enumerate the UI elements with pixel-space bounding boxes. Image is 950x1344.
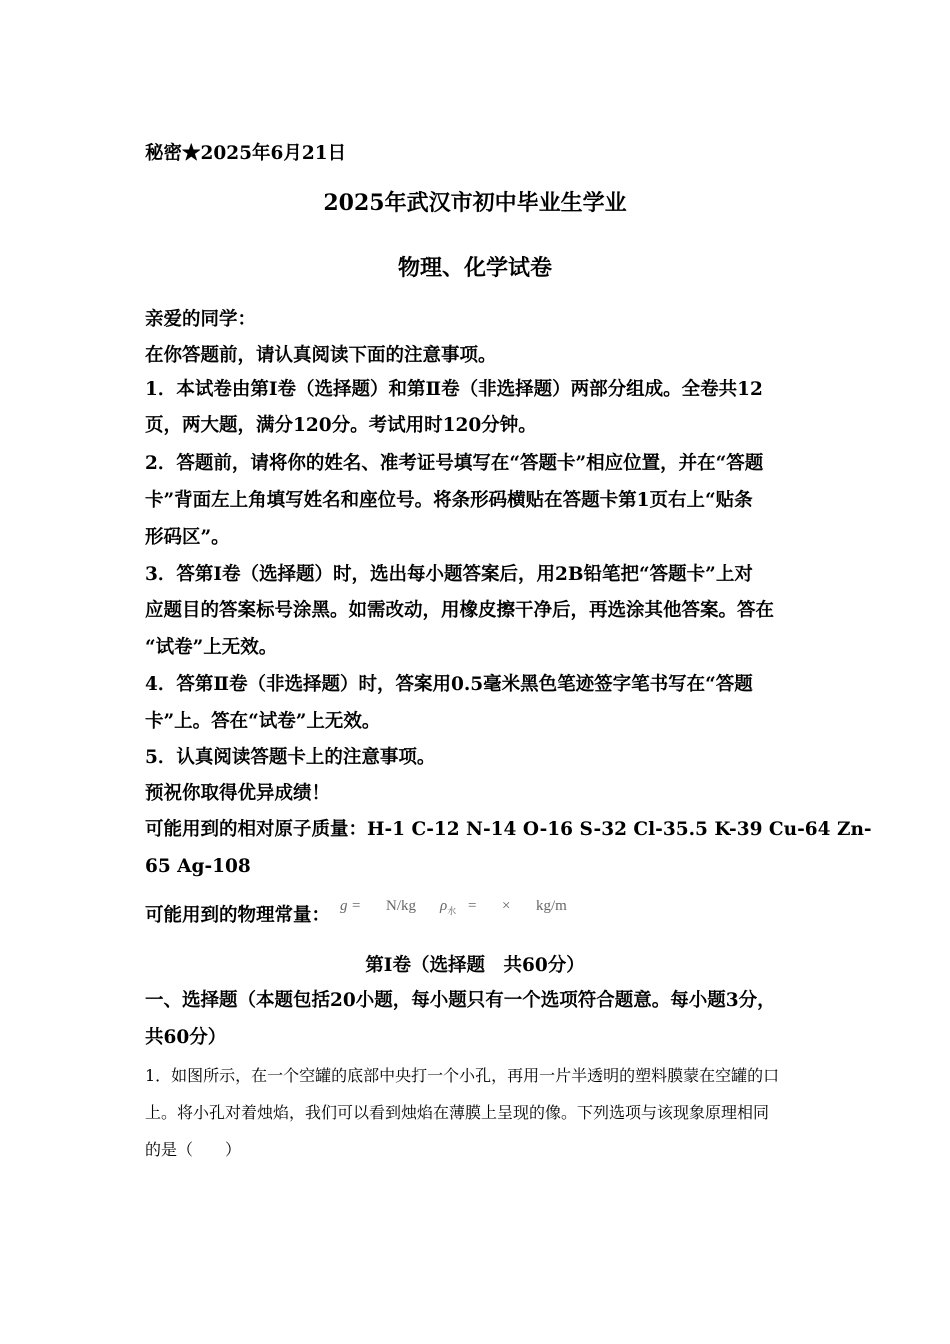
notice-intro: 在你答题前，请认真阅读下面的注意事项。 <box>145 345 497 366</box>
const-g-symbol: g <box>340 898 348 914</box>
const-rho-symbol: $\rho_水$ <box>440 898 457 916</box>
section-heading: 第Ⅰ卷（选择题 共60分） <box>365 955 585 976</box>
notice-item-2-cont: 卡”背面左上角填写姓名和座位号。将条形码横贴在答题卡第1页右上“贴条 <box>145 490 753 511</box>
const-times: × <box>502 898 511 914</box>
exam-subtitle: 物理、化学试卷 <box>397 255 552 281</box>
atomic-masses-cont: 65 Ag-108 <box>145 856 251 877</box>
const-g-unit: N/kg <box>386 898 416 914</box>
question-1-text-cont2: 的是（ ） <box>145 1140 242 1159</box>
notice-item-3-cont: 应题目的答案标号涂黑。如需改动，用橡皮擦干净后，再选涂其他答案。答在 <box>145 600 775 621</box>
question-1-text: 1．如图所示，在一个空罐的底部中央打一个小孔，再用一片半透明的塑料膜蒙在空罐的口 <box>145 1066 780 1085</box>
physics-constants-label: 可能用到的物理常量： <box>145 905 331 926</box>
notice-item-2: 2．答题前，请将你的姓名、准考证号填写在“答题卡”相应位置，并在“答题 <box>145 453 764 474</box>
notice-item-2-cont2: 形码区”。 <box>145 527 230 548</box>
notice-item-5: 5．认真阅读答题卡上的注意事项。 <box>145 747 436 768</box>
question-1-text-cont: 上。将小孔对着烛焰，我们可以看到烛焰在薄膜上呈现的像。下列选项与该现象原理相同 <box>145 1103 770 1122</box>
const-rho-unit: kg/m <box>536 898 567 914</box>
atomic-masses: 可能用到的相对原子质量：H-1 C-12 N-14 O-16 S-32 Cl-35.5 K-39 Cu-64 Zn- <box>145 819 872 840</box>
part-heading: 一、选择题（本题包括20小题，每小题只有一个选项符合题意。每小题3分， <box>145 990 776 1011</box>
confidential-date: 秘密★2025年6月21日 <box>145 143 347 164</box>
notice-item-3: 3．答第Ⅰ卷（选择题）时，选出每小题答案后，用2B铅笔把“答题卡”上对 <box>145 564 753 585</box>
notice-item-4: 4．答第Ⅱ卷（非选择题）时，答案用0.5毫米黑色笔迹签字笔书写在“答题 <box>145 674 753 695</box>
const-g-eq: = <box>352 898 361 914</box>
greeting: 亲爱的同学： <box>145 309 257 330</box>
notice-item-1: 1．本试卷由第Ⅰ卷（选择题）和第Ⅱ卷（非选择题）两部分组成。全卷共12 <box>145 379 763 400</box>
exam-title: 2025年武汉市初中毕业生学业 <box>323 190 627 216</box>
notice-item-1-cont: 页，两大题，满分120分。考试用时120分钟。 <box>145 415 537 436</box>
part-heading-cont: 共60分） <box>145 1027 227 1048</box>
const-rho-eq: = <box>468 898 477 914</box>
notice-item-3-cont2: “试卷”上无效。 <box>145 637 278 658</box>
notice-item-4-cont: 卡”上。答在“试卷”上无效。 <box>145 711 381 732</box>
wish-text: 预祝你取得优异成绩！ <box>145 783 331 804</box>
